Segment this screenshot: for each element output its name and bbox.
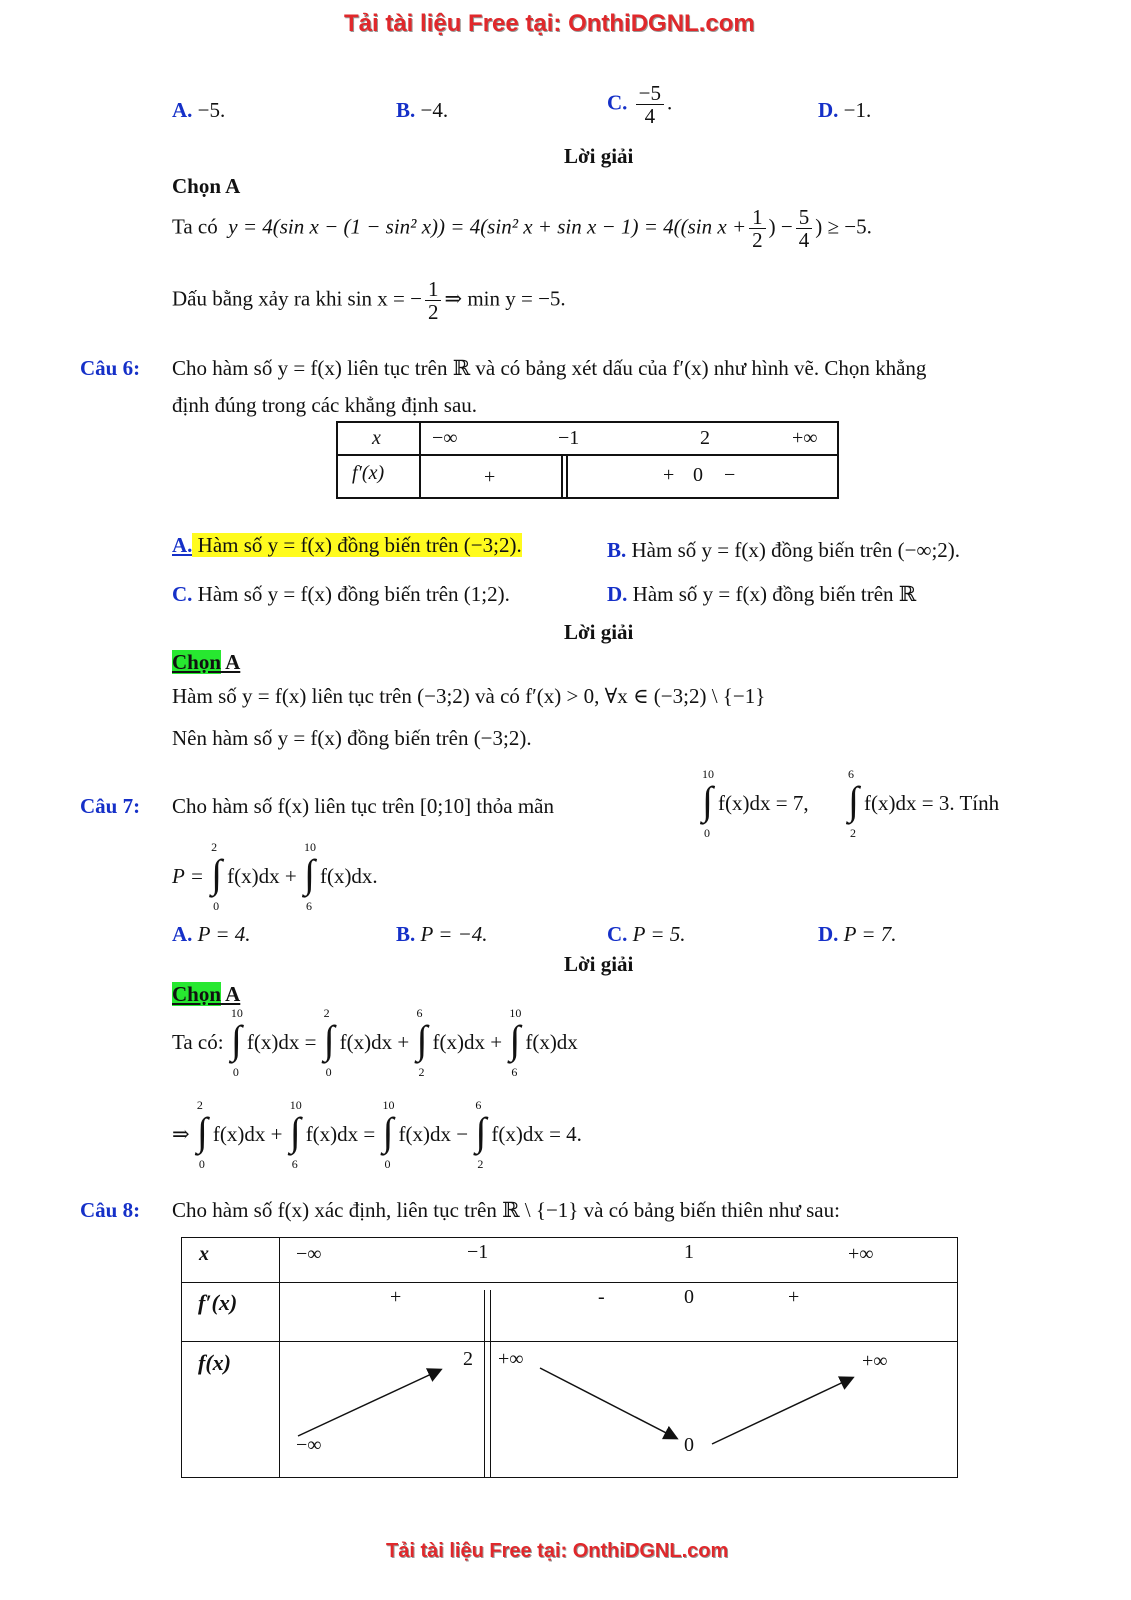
- arrow-decrease-middle: [540, 1368, 676, 1438]
- page-header: Tải tài liệu Free tại: OnthiDGNL.com: [344, 10, 755, 37]
- q6-choice: Chọn A: [172, 650, 241, 674]
- q5-choice: Chọn A: [172, 174, 241, 198]
- arrow-increase-left: [298, 1370, 440, 1436]
- q6-stem-line2: định đúng trong các khẳng định sau.: [172, 393, 478, 417]
- q7-integral-2: 6 ∫ 2 f(x)dx = 3. Tính: [848, 767, 1000, 840]
- q6-option-a[interactable]: A. Hàm số y = f(x) đồng biến trên (−3;2).: [172, 533, 522, 557]
- q7-option-b[interactable]: B. P = −4.: [396, 922, 488, 946]
- q8-stem: Cho hàm số f(x) xác định, liên tục trên ℝ \ {−1} và có bảng biến thiên như sau:: [172, 1198, 840, 1222]
- q7-expression-p: P = 2 ∫ 0 f(x)dx + 10 ∫ 6 f(x)dx.: [172, 840, 378, 913]
- q7-option-d[interactable]: D. P = 7.: [818, 922, 897, 946]
- q6-option-d[interactable]: D. Hàm số y = f(x) đồng biến trên ℝ: [607, 582, 917, 606]
- q6-option-c[interactable]: C. Hàm số y = f(x) đồng biến trên (1;2).: [172, 582, 510, 606]
- q5-option-c[interactable]: C. $\frac{-5}{4}$ .: [607, 81, 673, 129]
- q7-option-a[interactable]: A. P = 4.: [172, 922, 251, 946]
- q6-number: Câu 6:: [80, 356, 141, 380]
- q6-option-b[interactable]: B. Hàm số y = f(x) đồng biến trên (−∞;2).: [607, 538, 961, 562]
- q5-solution-line1: Ta có y = 4(sin x − (1 − sin² x)) = 4(sin² x + sin x − 1) = 4((sin x + $\frac{1}{2}$ ) − $\frac{5}{4}$ ) ≥ −5.: [172, 205, 872, 253]
- fraction: $\frac{-5}{4}$: [636, 82, 664, 127]
- q6-stem-line1: Cho hàm số y = f(x) liên tục trên ℝ và có bảng xét dấu của f′(x) như hình vẽ. Chọn khẳng: [172, 356, 927, 380]
- q7-choice: Chọn A: [172, 982, 241, 1006]
- q7-number: Câu 7:: [80, 794, 141, 818]
- q7-stem: Cho hàm số f(x) liên tục trên [0;10] thỏa mãn: [172, 794, 554, 818]
- q7-integral-1: 10 ∫ 0 f(x)dx = 7,: [702, 767, 809, 840]
- arrow-increase-right: [712, 1378, 852, 1444]
- q5-solution-title: Lời giải: [564, 144, 634, 168]
- q7-solution-line1: Ta có: 10 ∫ 0 f(x)dx = 2 ∫ 0 f(x)dx + 6 ∫ 2 f(x)dx + 10 ∫ 6 f(x)dx: [172, 1006, 578, 1079]
- q6-solution-title: Lời giải: [564, 620, 634, 644]
- q7-solution-line2: ⇒ 2 ∫ 0 f(x)dx + 10 ∫ 6 f(x)dx = 10 ∫ 0 f(x)dx − 6 ∫ 2 f(x)dx = 4.: [172, 1098, 582, 1171]
- q5-option-b[interactable]: B. −4.: [396, 98, 449, 122]
- q5-option-a[interactable]: A. −5.: [172, 98, 226, 122]
- q6-solution-line1: Hàm số y = f(x) liên tục trên (−3;2) và có f′(x) > 0, ∀x ∈ (−3;2) \ {−1}: [172, 684, 766, 708]
- q5-option-d[interactable]: D. −1.: [818, 98, 872, 122]
- q5-solution-line2: Dấu bằng xảy ra khi sin x = − $\frac{1}{2}$ ⇒ min y = −5.: [172, 277, 566, 325]
- q7-option-c[interactable]: C. P = 5.: [607, 922, 686, 946]
- page-footer: Tải tài liệu Free tại: OnthiDGNL.com: [386, 1540, 729, 1562]
- q7-solution-title: Lời giải: [564, 952, 634, 976]
- q8-number: Câu 8:: [80, 1198, 141, 1222]
- q6-solution-line2: Nên hàm số y = f(x) đồng biến trên (−3;2).: [172, 726, 532, 750]
